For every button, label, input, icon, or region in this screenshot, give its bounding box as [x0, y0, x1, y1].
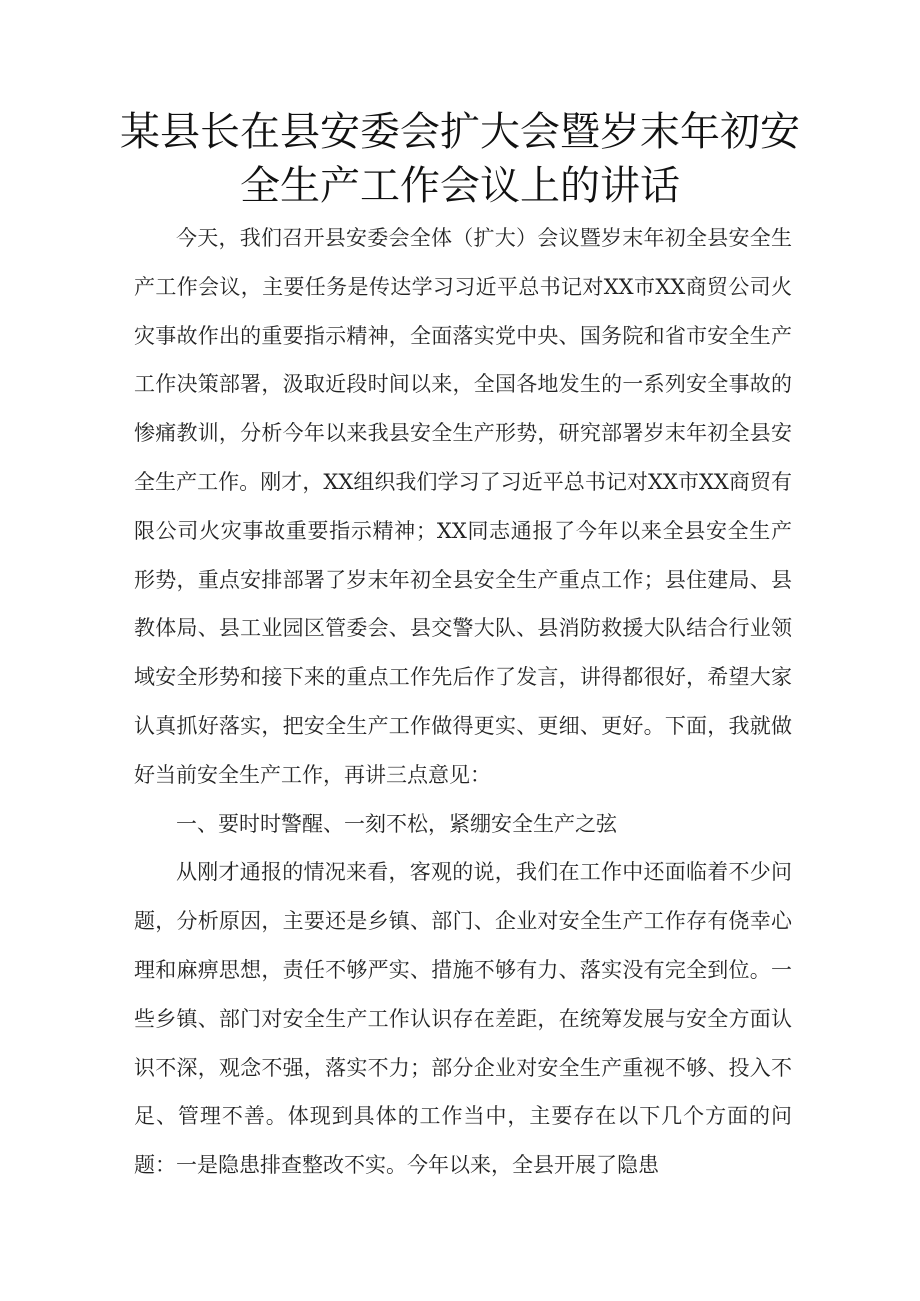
- document-body: [134, 214, 792, 1190]
- document-title: 某县长在县安委会扩大会暨岁末年初安全生产工作会议上的讲话: [120, 109, 800, 209]
- paragraph-problems: 从刚才通报的情况来看，客观的说，我们在工作中还面临着不少问题，分析原因，主要还是乡镇、部门、企业对安全生产工作存有侥幸心理和麻痹思想，责任不够严实、措施不够有力、落实没有完全到位。一些乡镇、部门对安全生产工作认识存在差距，在统筹发展与安全方面认识不深，观念不强，落实不力；部分企业对安全生产重视不够、投入不足、管理不善。体现到具体的工作当中，主要存在以下几个方面的问题：一是隐患排查整改不实。今年以来，全县开展了隐患: [134, 860, 792, 1178]
- section-heading-1: 一、要时时警醒、一刻不松，紧绷安全生产之弦: [176, 811, 617, 836]
- paragraph-opening: 今天，我们召开县安委会全体（扩大）会议暨岁末年初全县安全生产工作会议，主要任务是传达学习习近平总书记对XX市XX商贸公司火灾事故作出的重要指示精神，全面落实党中央、国务院和省市安全生产工作决策部署，汲取近段时间以来，全国各地发生的一系列安全事故的惨痛教训，分析今年以来我县安全生产形势，研究部署岁末年初全县安全生产工作。刚才，XX组织我们学习了习近平总书记对XX市XX商贸有限公司火灾事故重要指示精神；XX同志通报了今年以来全县安全生产形势，重点安排部署了岁末年初全县安全生产重点工作；县住建局、县教体局、县工业园区管委会、县交警大队、县消防救援大队结合行业领域安全形势和接下来的重点工作先后作了发言，讲得都很好，希望大家认真抓好落实，把安全生产工作做得更实、更细、更好。下面，我就做好当前安全生产工作，再讲三点意见：: [134, 226, 792, 787]
